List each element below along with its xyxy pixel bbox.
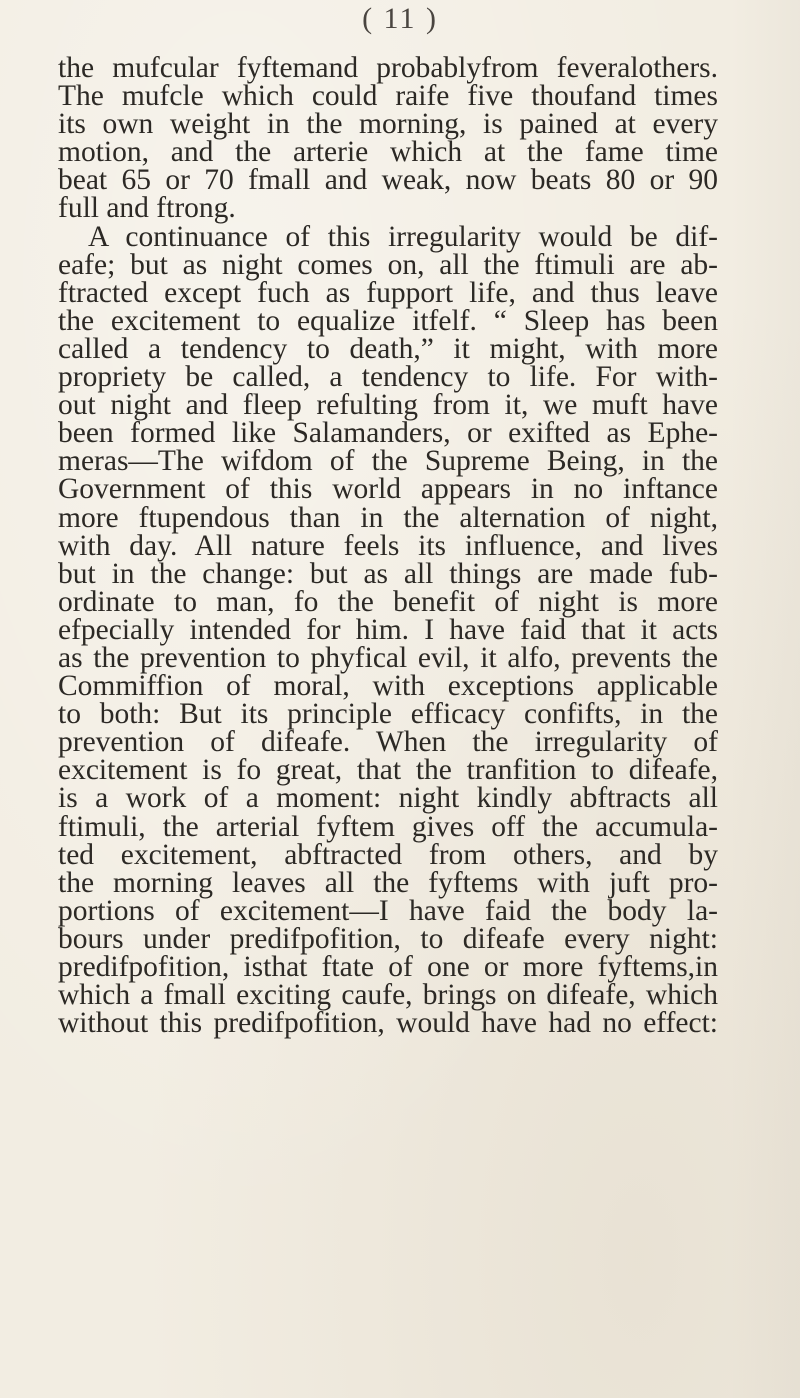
text-line: The mufcle which could raife five thoufand times	[58, 80, 718, 113]
text-line: called a tendency to death,” it might, with more	[58, 332, 718, 365]
text-line: ftracted except fuch as fupport life, and thus leave	[58, 276, 718, 309]
text-line: out night and fleep refulting from it, we muft have	[58, 389, 718, 422]
text-line: without this predifpofition, would have had no effect:	[58, 1007, 718, 1040]
text-line: which a fmall exciting caufe, brings on difeafe, which	[58, 979, 718, 1012]
text-line: meras—The wifdom of the Supreme Being, in the	[58, 445, 718, 478]
text-line: is a work of a moment: night kindly abftracts all	[58, 782, 718, 815]
text-line: the morning leaves all the fyftems with juft pro-	[58, 866, 718, 899]
text-line: with day. All nature feels its influence, and lives	[58, 529, 718, 562]
text-line: been formed like Salamanders, or exifted as Ephe-	[58, 417, 718, 450]
text-line: but in the change: but as all things are made fub-	[58, 557, 718, 590]
text-line: predifpofition, isthat ftate of one or more fyftems,in	[58, 951, 718, 983]
text-line: Government of this world appears in no inftance	[58, 473, 718, 506]
text-line: efpecially intended for him. I have faid that it acts	[58, 613, 718, 646]
text-line: motion, and the arterie which at the fame time	[58, 136, 718, 169]
text-line: as the prevention to phyfical evil, it alfo, prevents the	[58, 641, 718, 674]
text-line: A continuance of this irregularity would be dif-	[88, 220, 718, 253]
text-line: its own weight in the morning, is pained at every	[58, 108, 718, 141]
text-line: portions of excitement—I have faid the body la-	[58, 894, 718, 927]
text-line: prevention of difeafe. When the irregularity of	[58, 726, 718, 759]
text-line: more ftupendous than in the alternation of night,	[58, 501, 718, 534]
text-line: bours under predifpofition, to difeafe every night:	[58, 922, 718, 955]
text-line: Commiffion of moral, with exceptions applicable	[58, 670, 718, 703]
text-line: ftimuli, the arterial fyftem gives off the accumula-	[58, 810, 718, 843]
text-line: the excitement to equalize itfelf. “ Sleep has been	[58, 304, 718, 337]
text-line: full and ftrong.	[58, 192, 236, 225]
text-line: the mufcular fyftemand probablyfrom feveralothers.	[58, 52, 718, 84]
text-line: beat 65 or 70 fmall and weak, now beats 80 or 90	[58, 164, 718, 197]
text-line: propriety be called, a tendency to life. For with-	[58, 361, 718, 394]
text-line: to both: But its principle efficacy confifts, in the	[58, 698, 718, 731]
text-line: ordinate to man, fo the benefit of night is more	[58, 585, 718, 618]
page-edge-shade	[730, 0, 800, 1398]
text-line: ted excitement, abftracted from others, and by	[58, 838, 718, 871]
text-line: eafe; but as night comes on, all the ftimuli are ab-	[58, 248, 718, 281]
page-number: ( 11 )	[362, 2, 438, 35]
text-line: excitement is fo great, that the tranfition to difeafe,	[58, 754, 718, 787]
body-text	[58, 52, 718, 1040]
